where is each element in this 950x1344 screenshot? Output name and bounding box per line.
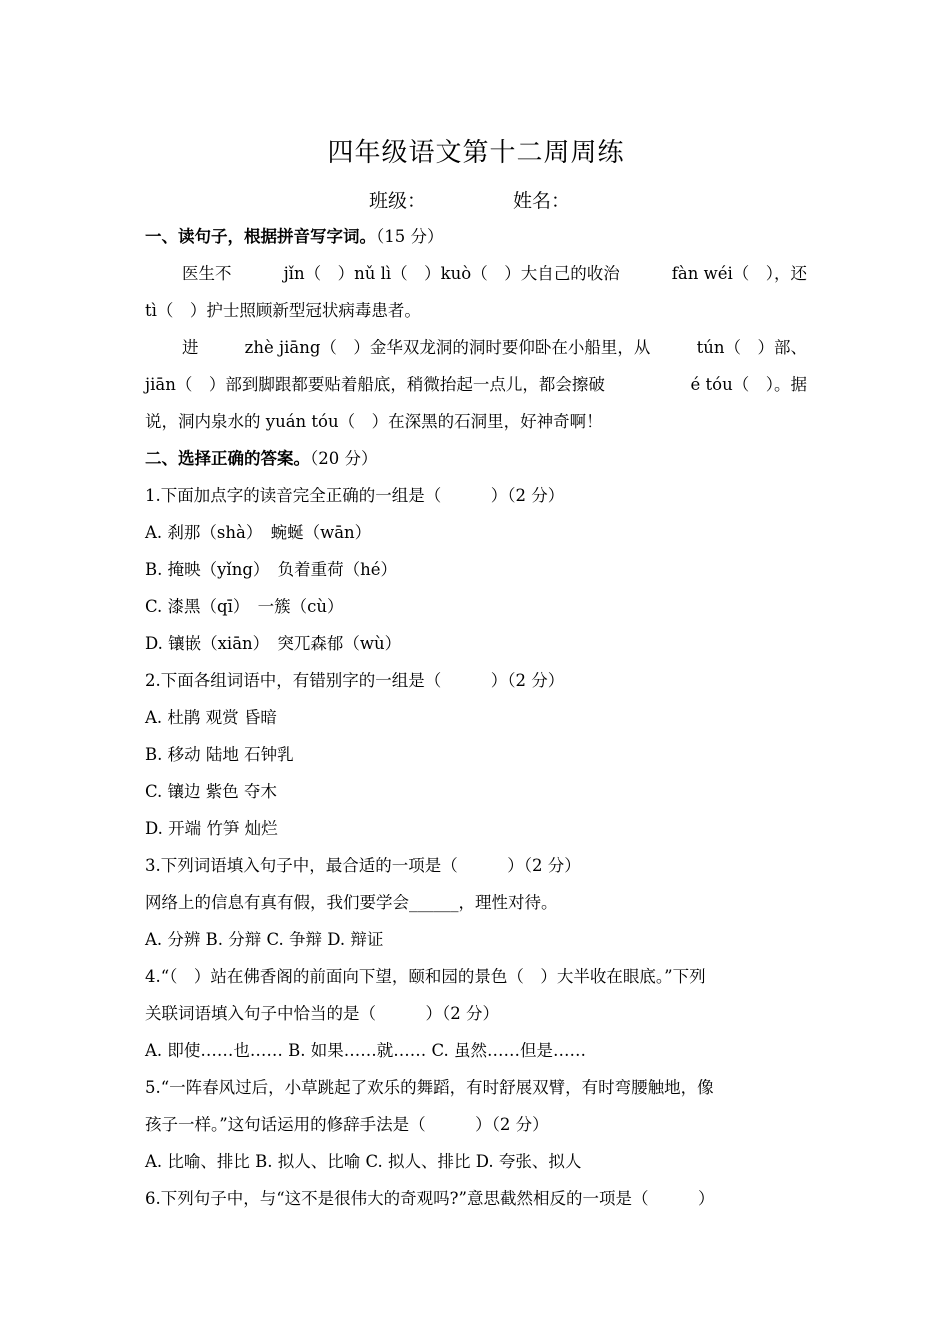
section1-p1-line1 (145, 263, 807, 285)
section2-heading: 二、选择正确的答案。 (145, 449, 310, 468)
text-segment: jiān（ ）部到脚跟都要贴着船底，稍微抬起一点儿，都会擦破 (145, 375, 605, 394)
text-segment: jǐn（ ）nǔ lì（ ）kuò（ ）大自己的收治 (283, 264, 620, 283)
section1-p2-line2 (145, 374, 807, 396)
section2-heading-line (145, 448, 807, 470)
section1-heading-line (145, 226, 807, 248)
text-segment: tún（ ）部、 (696, 338, 807, 357)
class-label: 班级： (369, 190, 427, 212)
q3-sentence: 网络上的信息有真有假，我们要学会______，理性对待。 (145, 893, 558, 912)
q2-option-a: A. 杜鹃 观赏 昏暗 (145, 708, 277, 727)
q2-stem: 2.下面各组词语中，有错别字的一组是（ ）（2 分） (145, 671, 565, 690)
q3-options: A. 分辨 B. 分辩 C. 争辩 D. 辩证 (145, 930, 384, 949)
section1-p1-line2: tì（ ）护士照顾新型冠状病毒患者。 (145, 301, 421, 320)
section1-p2-line1 (145, 337, 807, 359)
q5-options: A. 比喻、排比 B. 拟人、比喻 C. 拟人、排比 D. 夸张、拟人 (145, 1152, 582, 1171)
q1-option-d: D. 镶嵌（xiān） 突兀森郁（wù） (145, 634, 402, 653)
q1-option-c: C. 漆黑（qī） 一簇（cù） (145, 597, 344, 616)
q1-option-b: B. 掩映（yǐng） 负着重荷（hé） (145, 560, 398, 579)
section2-score: （20 分） (310, 449, 378, 468)
q2-option-d: D. 开端 竹笋 灿烂 (145, 819, 278, 838)
section1-p2-line3: 说，洞内泉水的 yuán tóu（ ）在深黑的石洞里，好神奇啊！ (145, 412, 603, 431)
text-segment: fàn wéi（ ），还 (671, 264, 807, 283)
page-title: 四年级语文第十二周周练 (327, 138, 625, 168)
text-segment: 医生不 (182, 264, 232, 283)
section1-score: （15 分） (376, 227, 444, 246)
q2-option-c: C. 镶边 紫色 夺木 (145, 782, 278, 801)
q5-stem-line2: 孩子一样。”这句话运用的修辞手法是（ ）（2 分） (145, 1115, 549, 1134)
q1-stem: 1.下面加点字的读音完全正确的一组是（ ）（2 分） (145, 486, 565, 505)
text-segment: é tóu（ ）。据 (690, 375, 807, 394)
q6-stem: 6.下列句子中，与“这不是很伟大的奇观吗?”意思截然相反的一项是（ ） (145, 1189, 715, 1208)
q4-options: A. 即使……也…… B. 如果……就…… C. 虽然……但是…… (145, 1041, 587, 1060)
q4-stem-line2: 关联词语填入句子中恰当的是（ ）（2 分） (145, 1004, 499, 1023)
q3-stem: 3.下列词语填入句子中，最合适的一项是（ ）（2 分） (145, 856, 581, 875)
name-label: 姓名： (513, 190, 571, 212)
text-segment: zhè jiāng（ ）金华双龙洞的洞时要仰卧在小船里，从 (244, 338, 651, 357)
q5-stem-line1: 5.“一阵春风过后，小草跳起了欢乐的舞蹈，有时舒展双臂，有时弯腰触地，像 (145, 1078, 714, 1097)
q4-stem-line1: 4.“（ ）站在佛香阁的前面向下望，颐和园的景色（ ）大半收在眼底。”下列 (145, 967, 706, 986)
q2-option-b: B. 移动 陆地 石钟乳 (145, 745, 294, 764)
q1-option-a: A. 刹那（shà） 蜿蜒（wān） (145, 523, 372, 542)
section1-heading: 一、读句子，根据拼音写字词。 (145, 227, 376, 246)
text-segment: 进 (182, 338, 199, 357)
